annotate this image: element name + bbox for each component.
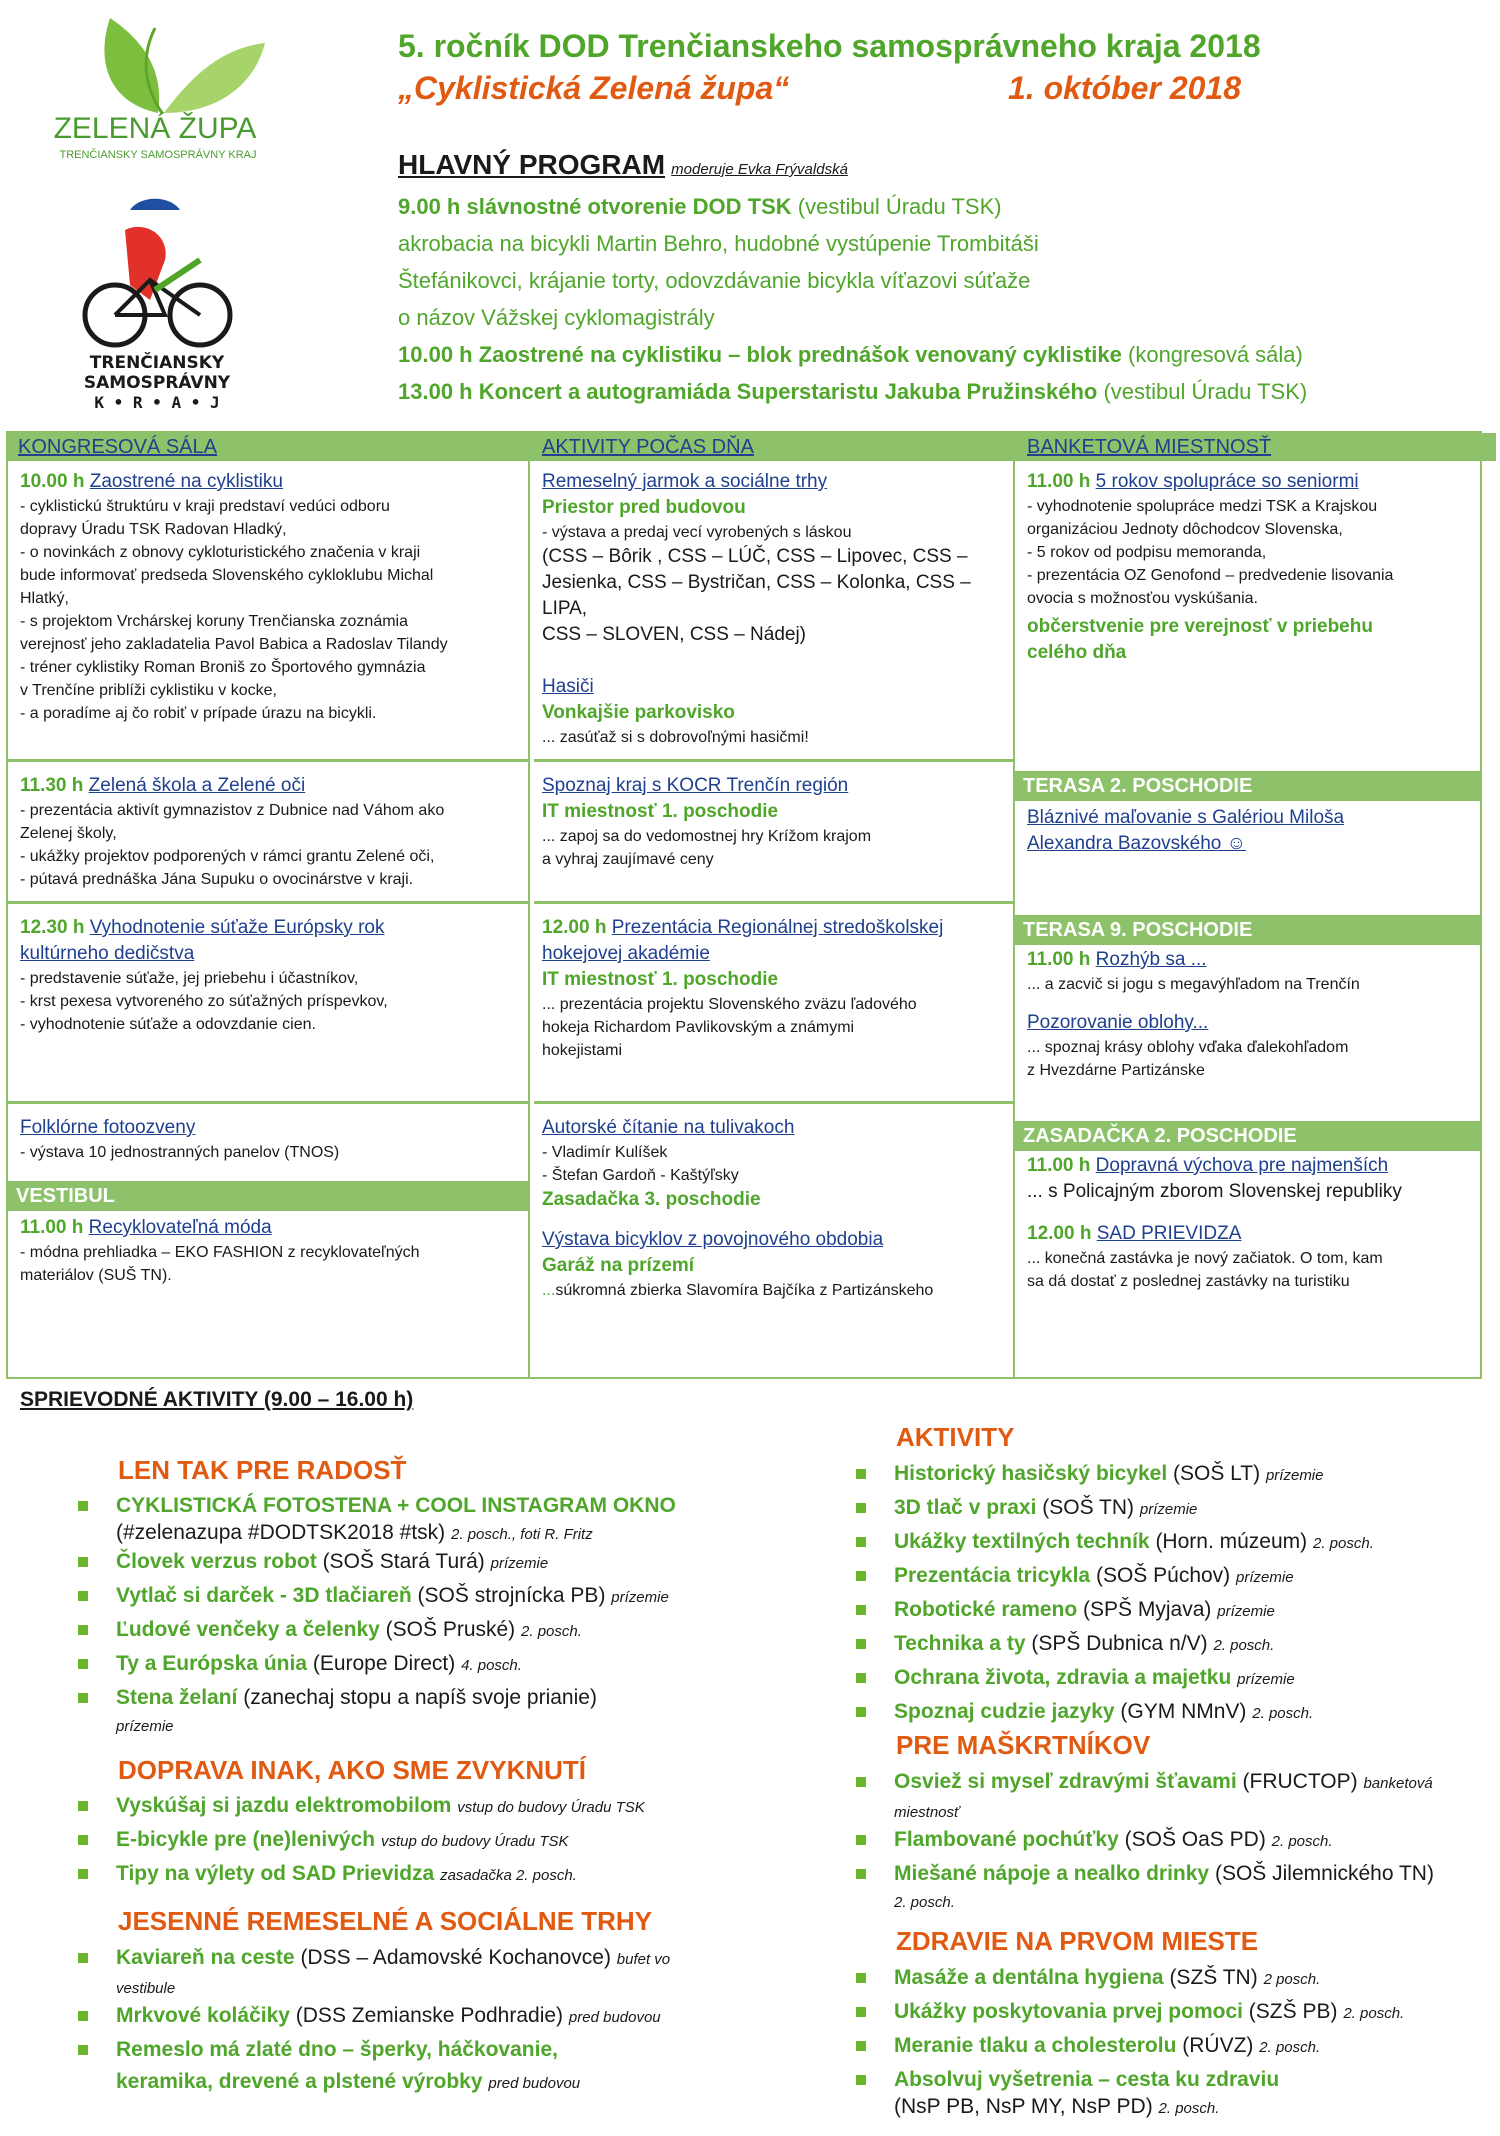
desc-line: - tréner cyklistiky Roman Broniš zo Športového gymnázia xyxy=(20,659,426,676)
time: 12.30 h xyxy=(20,917,90,938)
item-name: Masáže a dentálna hygiena xyxy=(894,1966,1164,1989)
time: 11.30 h xyxy=(20,775,89,796)
desc-line: bude informovať predseda Slovenského cykloklubu Michal xyxy=(20,567,434,584)
item-name: Absolvuj vyšetrenia – cesta ku zdraviu xyxy=(894,2068,1280,2091)
list-item xyxy=(856,2064,1496,2120)
item-org: (SOŠ Stará Turá) xyxy=(316,1550,485,1573)
list-item xyxy=(856,1962,1496,1996)
desc-line: ... konečná zastávka je nový začiatok. O tom, kam xyxy=(1027,1250,1383,1267)
item-location: prízemie xyxy=(1217,1603,1275,1620)
item-location: 2. posch. xyxy=(1271,1833,1333,1850)
activity-title: Prezentácia Regionálnej stredoškolskej xyxy=(611,917,944,938)
activity-location: Priestor pred budovou xyxy=(542,497,746,518)
divider xyxy=(534,1101,1013,1104)
item-location: 2. posch. xyxy=(521,1623,582,1640)
bullet-icon xyxy=(856,2075,866,2085)
item-name: Prezentácia tricykla xyxy=(894,1564,1091,1587)
bullet-icon xyxy=(78,2011,88,2021)
list-item xyxy=(78,1824,778,1858)
item-subline xyxy=(894,2096,1496,2120)
item-name: Miešané nápoje a nealko drinky xyxy=(894,1862,1210,1885)
list-item xyxy=(856,1696,1496,1730)
list-item xyxy=(78,2034,778,2100)
section-aktivity: AKTIVITY xyxy=(896,1422,1015,1452)
desc-line: ... prezentácia projektu Slovenského zväzu ľadového xyxy=(542,996,917,1013)
desc-line: - o novinkách z obnovy cykloturistického značenia v kraji xyxy=(20,544,421,561)
desc-line: z Hvezdárne Partizánske xyxy=(1027,1062,1205,1079)
item-name: CYKLISTICKÁ FOTOSTENA + COOL INSTAGRAM OKNO xyxy=(116,1494,676,1517)
cell-aktivity-3 xyxy=(542,915,1007,1062)
item-subline xyxy=(116,1976,778,2000)
desc-line: - výstava a predaj vecí vyrobených s láskou xyxy=(542,524,852,541)
bullet-icon xyxy=(856,1571,866,1581)
list-item xyxy=(856,1594,1496,1628)
tsk-logo-l1: TRENČIANSKY xyxy=(89,353,225,373)
time: 12.00 h xyxy=(1027,1223,1097,1244)
item-name: Osviež si myseľ zdravými šťavami xyxy=(894,1770,1237,1793)
desc-line: organizáciou Jednoty dôchodcov Slovenska, xyxy=(1027,521,1343,538)
item-location: banketová xyxy=(1363,1775,1433,1792)
item-org: (RÚVZ) xyxy=(1176,2034,1254,2057)
bullet-icon xyxy=(78,1801,88,1811)
cell-kongres-2 xyxy=(20,773,520,891)
desc-line: - prezentácia OZ Genofond – predvedenie lisovania xyxy=(1027,567,1394,584)
item-location: 4. posch. xyxy=(461,1657,522,1674)
divider xyxy=(534,759,1013,762)
list-doprava xyxy=(78,1790,778,1892)
schedule-grid xyxy=(6,431,1482,1379)
document-header xyxy=(398,28,1478,114)
item-name: Meranie tlaku a cholesterolu xyxy=(894,2034,1177,2057)
cell-aktivity-2 xyxy=(542,773,1007,871)
program-l5-rest: (kongresová sála) xyxy=(1121,342,1303,367)
item-continuation xyxy=(116,2066,778,2100)
list-zdravie xyxy=(856,1962,1496,2120)
item-org: (Horn. múzeum) xyxy=(1149,1530,1308,1553)
desc-line: - módna prehliadka – EKO FASHION z recyklovateľných xyxy=(20,1244,420,1261)
item-org: (Europe Direct) xyxy=(307,1652,456,1675)
item-name: Tipy na výlety od SAD Prievidza xyxy=(116,1862,435,1885)
item-name: Historický hasičský bicykel xyxy=(894,1462,1168,1485)
program-line-4: o názov Vážskej cyklomagistrály xyxy=(398,305,715,330)
zelena-zupa-logo xyxy=(40,8,290,173)
bullet-icon xyxy=(78,1693,88,1703)
list-item xyxy=(856,2030,1496,2064)
activity-location: IT miestnosť 1. poschodie xyxy=(542,969,779,990)
item-name: keramika, drevené a plstené výrobky xyxy=(116,2070,483,2093)
cell-kongres-1 xyxy=(20,469,520,725)
band-zasadacka-2: ZASADAČKA 2. POSCHODIE xyxy=(1015,1121,1482,1151)
desc-line: Hlatký, xyxy=(20,590,69,607)
activity-title: Pozorovanie oblohy... xyxy=(1027,1012,1209,1033)
zelena-logo-title: ZELENÁ ŽUPA xyxy=(53,112,257,145)
bullet-icon xyxy=(78,2045,88,2055)
item-name: Ľudové venčeky a čelenky xyxy=(116,1618,380,1641)
bullet-icon xyxy=(856,1537,866,1547)
program-line-1 xyxy=(398,188,1488,225)
desc-line: sa dá dostať z poslednej zastávky na turistiku xyxy=(1027,1273,1350,1290)
item-name: Ukážky poskytovania prvej pomoci xyxy=(894,2000,1243,2023)
item-org: (SOŠ strojnícka PB) xyxy=(411,1584,606,1607)
program-moderator: moderuje Evka Frývaldská xyxy=(671,161,848,178)
list-item xyxy=(856,1766,1496,1824)
desc-line: hokejistami xyxy=(542,1042,623,1059)
item-location: bufet vo xyxy=(616,1951,671,1968)
bullet-icon xyxy=(78,1659,88,1669)
event-title: 5. ročník DOD Trenčianskeho samosprávneho kraja 2018 xyxy=(398,28,1261,64)
item-org: (DSS – Adamovské Kochanovce) xyxy=(294,1946,611,1969)
divider xyxy=(8,759,528,762)
desc-line: a vyhraj zaujímavé ceny xyxy=(542,851,714,868)
item-location: 2 posch. xyxy=(1263,1971,1321,1988)
session-title: SAD PRIEVIDZA xyxy=(1096,1223,1242,1244)
time: 11.00 h xyxy=(1027,471,1096,492)
bullet-icon xyxy=(856,1673,866,1683)
item-name: Mrkvové koláčiky xyxy=(116,2004,290,2027)
session-title: Dopravná výchova pre najmenších xyxy=(1095,1155,1389,1176)
item-name: Človek verzus robot xyxy=(116,1550,317,1573)
section-doprava: DOPRAVA INAK, AKO SME ZVYKNUTÍ xyxy=(118,1755,587,1785)
cell-banket-3 xyxy=(1027,947,1477,1082)
session-title: Zaostrené na cyklistiku xyxy=(89,471,283,492)
session-title: Zelená škola a Zelené oči xyxy=(88,775,306,796)
desc-line: - a poradíme aj čo robiť v prípade úrazu na bicykli. xyxy=(20,705,377,722)
item-subline xyxy=(116,1522,778,1546)
bullet-icon xyxy=(856,1639,866,1649)
divider xyxy=(8,901,528,904)
desc-line: - s projektom Vrchárskej koruny Trenčianska zoznámia xyxy=(20,613,408,630)
bullet-icon xyxy=(78,1501,88,1511)
list-item xyxy=(856,1560,1496,1594)
item-org: (SOŠ Púchov) xyxy=(1090,1564,1231,1587)
item-location: 2. posch. xyxy=(1259,2039,1321,2056)
bullet-icon xyxy=(78,1869,88,1879)
bullet-icon xyxy=(78,1557,88,1567)
item-location: miestnosť xyxy=(894,1804,960,1821)
desc-line: Zelenej školy, xyxy=(20,825,117,842)
bullet-icon xyxy=(78,1835,88,1845)
bullet-icon xyxy=(856,2041,866,2051)
cell-aktivity-1 xyxy=(542,469,1007,749)
item-org: (SPŠ Myjava) xyxy=(1077,1598,1212,1621)
session-title: 5 rokov spolupráce so seniormi xyxy=(1095,471,1359,492)
item-subline xyxy=(116,1714,778,1738)
list-item xyxy=(78,1858,778,1892)
item-name: Vyskúšaj si jazdu elektromobilom xyxy=(116,1794,452,1817)
bullet-icon xyxy=(856,2007,866,2017)
cell-kongres-3 xyxy=(20,915,520,1036)
tsk-logo xyxy=(70,190,245,415)
bullet-icon xyxy=(856,1973,866,1983)
item-name: E-bicykle pre (ne)lenivých xyxy=(116,1828,376,1851)
item-org: (GYM NMnV) xyxy=(1114,1700,1247,1723)
band-vestibul: VESTIBUL xyxy=(8,1181,528,1211)
desc-line: - krst pexesa vytvoreného zo súťažných príspevkov, xyxy=(20,993,388,1010)
item-sub: (NsP PB, NsP MY, NsP PD) xyxy=(894,2095,1153,2118)
program-line-3: Štefánikovci, krájanie torty, odovzdávanie bicykla víťazovi súťaže xyxy=(398,268,1031,293)
bullet-icon xyxy=(856,1835,866,1845)
desc-line: v Trenčíne priblíži cyklistiku v kocke, xyxy=(20,682,277,699)
activity-location: Garáž na prízemí xyxy=(542,1255,695,1276)
item-location: pred budovou xyxy=(488,2075,581,2092)
item-name: Technika a ty xyxy=(894,1632,1026,1655)
bullet-icon xyxy=(856,1469,866,1479)
activity-title: Výstava bicyklov z povojnového obdobia xyxy=(542,1229,884,1250)
desc-line: - výstava 10 jednostranných panelov (TNOS) xyxy=(20,1144,340,1161)
item-org: (SZŠ TN) xyxy=(1163,1966,1258,1989)
activity-title: Hasiči xyxy=(542,676,594,697)
item-location: 2. posch. xyxy=(1343,2005,1405,2022)
tsk-logo-l3: K • R • A • J xyxy=(94,393,220,412)
list-item xyxy=(856,1824,1496,1858)
desc-line: - vyhodnotenie súťaže a odovzdanie cien. xyxy=(20,1016,316,1033)
item-location: vstup do budovy Úradu TSK xyxy=(457,1799,645,1816)
desc-line: materiálov (SUŠ TN). xyxy=(20,1267,172,1284)
list-item xyxy=(78,1648,778,1682)
item-name: Spoznaj cudzie jazyky xyxy=(894,1700,1115,1723)
list-item xyxy=(856,1996,1496,2030)
item-location: 2. posch., foti R. Fritz xyxy=(451,1526,593,1543)
col-head-kongresova: KONGRESOVÁ SÁLA xyxy=(8,433,538,461)
session-title: Recyklovateľná móda xyxy=(88,1217,272,1238)
activity-title: Spoznaj kraj s KOCR Trenčín región xyxy=(542,775,849,796)
desc-line: ... zasúťaž si s dobrovoľnými hasičmi! xyxy=(542,729,809,746)
tsk-logo-l2: SAMOSPRÁVNY xyxy=(83,373,231,393)
section-zdravie: ZDRAVIE NA PRVOM MIESTE xyxy=(896,1926,1259,1956)
list-item xyxy=(78,1490,778,1546)
activity-location: Zasadačka 3. poschodie xyxy=(542,1189,761,1210)
bullet-icon xyxy=(856,1707,866,1717)
item-location: 2. posch. xyxy=(1252,1705,1314,1722)
item-name: Ukážky textilných techník xyxy=(894,1530,1150,1553)
cell-banket-1 xyxy=(1027,469,1477,666)
desc-line: súkromná zbierka Slavomíra Bajčíka z Partizánskeho xyxy=(555,1282,934,1299)
item-name: Ochrana života, zdravia a majetku xyxy=(894,1666,1232,1689)
list-item xyxy=(856,1458,1496,1492)
desc-line: - vyhodnotenie spolupráce medzi TSK a Krajskou xyxy=(1027,498,1378,515)
desc-line: ... a zacvič si jogu s megavýhľadom na Trenčín xyxy=(1027,976,1360,993)
band-terasa-2: TERASA 2. POSCHODIE xyxy=(1015,771,1482,801)
list-item xyxy=(78,1580,778,1614)
col-head-banketova: BANKETOVÁ MIESTNOSŤ xyxy=(1013,433,1496,461)
bullet-icon xyxy=(856,1605,866,1615)
list-item xyxy=(78,1546,778,1580)
list-item xyxy=(78,1682,778,1738)
desc-line: ovocia s možnosťou vyskúšania. xyxy=(1027,590,1258,607)
program-line-6 xyxy=(398,373,1488,410)
program-title: HLAVNÝ PROGRAM xyxy=(398,149,666,180)
cell-banket-4 xyxy=(1027,1153,1477,1293)
bullet-icon xyxy=(856,1503,866,1513)
item-org: (SOŠ Jilemnického TN) xyxy=(1209,1862,1434,1885)
list-item xyxy=(856,1526,1496,1560)
list-item xyxy=(856,1858,1496,1914)
item-location: 2. posch. xyxy=(1158,2100,1220,2117)
bullet-icon xyxy=(78,1625,88,1635)
item-subline xyxy=(894,1800,1496,1824)
refreshment-note: celého dňa xyxy=(1027,642,1127,663)
desc-line: - Štefan Gardoň - Kaštýľsky xyxy=(542,1167,739,1184)
item-org: (zanechaj stopu a napíš svoje prianie) xyxy=(237,1686,597,1709)
time: 10.00 h xyxy=(20,471,90,492)
event-subtitle: „Cyklistická Zelená župa“ xyxy=(398,70,790,106)
list-item xyxy=(78,1942,778,2000)
item-name: 3D tlač v praxi xyxy=(894,1496,1037,1519)
item-name: Flambované pochúťky xyxy=(894,1828,1119,1851)
program-line-5 xyxy=(398,336,1488,373)
item-name: Robotické rameno xyxy=(894,1598,1078,1621)
item-org: (FRUCTOP) xyxy=(1236,1770,1358,1793)
item-org: (SOŠ TN) xyxy=(1036,1496,1135,1519)
desc-line: hokeja Richardom Pavlikovským a známymi xyxy=(542,1019,855,1036)
desc-line: - cyklistickú štruktúru v kraji predstaví vedúci odboru xyxy=(20,498,390,515)
item-name: Remeslo má zlaté dno – šperky, háčkovanie, xyxy=(116,2038,558,2061)
desc-line: ... spoznaj krásy oblohy vďaka ďalekohľadom xyxy=(1027,1039,1349,1056)
time: 12.00 h xyxy=(542,917,612,938)
item-location: prízemie xyxy=(116,1718,174,1735)
program-l5-bold: 10.00 h Zaostrené na cyklistiku – blok prednášok venovaný cyklistike xyxy=(398,342,1122,367)
activity-title: hokejovej akadémie xyxy=(542,943,710,964)
item-location: prízemie xyxy=(1236,1569,1294,1586)
item-location: vestibule xyxy=(116,1980,176,1997)
bullet-icon xyxy=(78,1953,88,1963)
bullet-icon xyxy=(78,1591,88,1601)
item-org: (SZŠ PB) xyxy=(1242,2000,1338,2023)
item-sub: (#zelenazupa #DODTSK2018 #tsk) xyxy=(116,1521,446,1544)
section-trhy: JESENNÉ REMESELNÉ A SOCIÁLNE TRHY xyxy=(118,1906,653,1936)
bullet-icon xyxy=(856,1777,866,1787)
divider xyxy=(534,901,1013,904)
band-terasa-9: TERASA 9. POSCHODIE xyxy=(1015,915,1482,945)
list-item xyxy=(78,1790,778,1824)
list-trhy xyxy=(78,1942,778,2100)
session-title: kultúrneho dedičstva xyxy=(20,943,195,964)
section-maskrtnici: PRE MAŠKRTNÍKOV xyxy=(896,1730,1151,1760)
program-line-2: akrobacia na bicykli Martin Behro, hudobné vystúpenie Trombitáši xyxy=(398,231,1039,256)
desc-line: ... s Policajným zborom Slovenskej republiky xyxy=(1027,1181,1402,1202)
activity-title: Bláznivé maľovanie s Galériou Miloša xyxy=(1027,807,1345,828)
item-name: Stena želaní xyxy=(116,1686,238,1709)
item-org: (SPŠ Dubnica n/V) xyxy=(1025,1632,1208,1655)
activity-location: IT miestnosť 1. poschodie xyxy=(542,801,779,822)
main-program xyxy=(398,146,1488,410)
item-location: zasadačka 2. posch. xyxy=(440,1867,577,1884)
time: 11.00 h xyxy=(20,1217,89,1238)
desc-line: - 5 rokov od podpisu memoranda, xyxy=(1027,544,1267,561)
section-len-tak: LEN TAK PRE RADOSŤ xyxy=(118,1455,407,1485)
item-location: vstup do budovy Úradu TSK xyxy=(380,1833,569,1850)
desc-line: CSS – SLOVEN, CSS – Nádej) xyxy=(542,624,806,645)
divider xyxy=(528,461,530,1377)
refreshment-note: občerstvenie pre verejnosť v priebehu xyxy=(1027,616,1373,637)
desc-line: (CSS – Bôrik , CSS – LÚČ, CSS – Lipovec, CSS – xyxy=(542,546,968,567)
time: 11.00 h xyxy=(1027,1155,1096,1176)
list-maskrtnici xyxy=(856,1766,1496,1914)
bullet-icon xyxy=(856,1869,866,1879)
cell-kongres-4 xyxy=(20,1115,520,1164)
item-location: prízemie xyxy=(490,1555,549,1572)
list-item xyxy=(78,1614,778,1648)
list-len-tak xyxy=(78,1490,778,1738)
item-name: Ty a Európska únia xyxy=(116,1652,307,1675)
list-aktivity xyxy=(856,1458,1496,1730)
desc-line: verejnosť jeho zakladatelia Pavol Babica a Radoslav Tilandy xyxy=(20,636,448,653)
item-org: (SOŠ Pruské) xyxy=(379,1618,516,1641)
desc-line: dopravy Úradu TSK Radovan Hladký, xyxy=(20,521,287,538)
desc-line: - Vladimír Kulíšek xyxy=(542,1144,668,1161)
program-l6-bold: 13.00 h Koncert a autogramiáda Superstaristu Jakuba Pružinského xyxy=(398,379,1098,404)
zelena-logo-sub: TRENČIANSKY SAMOSPRÁVNY KRAJ xyxy=(59,149,257,161)
item-location: prízemie xyxy=(1265,1467,1324,1484)
list-item xyxy=(856,1628,1496,1662)
item-location: 2. posch. xyxy=(1312,1535,1374,1552)
program-l6-rest: (vestibul Úradu TSK) xyxy=(1097,379,1308,404)
activity-title: Autorské čítanie na tulivakoch xyxy=(542,1117,795,1138)
activity-location: Vonkajšie parkovisko xyxy=(542,702,735,723)
divider xyxy=(8,1101,528,1104)
item-location: prízemie xyxy=(1139,1501,1198,1518)
item-location: pred budovou xyxy=(568,2009,661,2026)
desc-line: - ukážky projektov podporených v rámci grantu Zelené oči, xyxy=(20,848,435,865)
program-l1-rest: (vestibul Úradu TSK) xyxy=(791,194,1002,219)
cell-kongres-5 xyxy=(20,1215,520,1287)
item-location: 2. posch. xyxy=(1213,1637,1275,1654)
session-title: Rozhýb sa ... xyxy=(1095,949,1207,970)
program-l1-bold: 9.00 h slávnostné otvorenie DOD TSK xyxy=(398,194,792,219)
item-location: prízemie xyxy=(1237,1671,1295,1688)
desc-line: ... zapoj sa do vedomostnej hry Krížom krajom xyxy=(542,828,872,845)
session-title: Vyhodnotenie súťaže Európsky rok xyxy=(89,917,385,938)
time: 11.00 h xyxy=(1027,949,1096,970)
item-location: 2. posch. xyxy=(894,1894,955,1911)
event-date: 1. október 2018 xyxy=(1008,70,1241,106)
cell-banket-2 xyxy=(1027,805,1477,857)
item-org: (SOŠ LT) xyxy=(1167,1462,1261,1485)
item-org: (SOŠ OaS PD) xyxy=(1118,1828,1266,1851)
desc-line: - predstavenie súťaže, jej priebehu i účastníkov, xyxy=(20,970,359,987)
desc-dots: ... xyxy=(542,1282,556,1299)
accompanying-heading: SPRIEVODNÉ AKTIVITY (9.00 – 16.00 h) xyxy=(20,1388,414,1411)
item-name: Vytlač si darček - 3D tlačiareň xyxy=(116,1584,412,1607)
event-subtitle-row xyxy=(398,70,1478,114)
list-item xyxy=(856,1492,1496,1526)
activity-title: Alexandra Bazovského ☺ xyxy=(1027,833,1247,854)
activity-title: Remeselný jarmok a sociálne trhy xyxy=(542,471,828,492)
col-head-aktivity: AKTIVITY POČAS DŇA xyxy=(528,433,1027,461)
cell-aktivity-4 xyxy=(542,1115,1007,1302)
list-item xyxy=(856,1662,1496,1696)
desc-line: - pútavá prednáška Jána Supuku o ovocinárstve v kraji. xyxy=(20,871,414,888)
item-org: (DSS Zemianske Podhradie) xyxy=(289,2004,564,2027)
list-item xyxy=(78,2000,778,2034)
item-location: prízemie xyxy=(611,1589,669,1606)
item-subline xyxy=(894,1890,1496,1914)
activity-title: Folklórne fotoozveny xyxy=(20,1117,196,1138)
program-title-row xyxy=(398,146,1488,188)
desc-line: Jesienka, CSS – Bystričan, CSS – Kolonka, CSS – LIPA, xyxy=(542,572,971,619)
desc-line: - prezentácia aktivít gymnazistov z Dubnice nad Váhom ako xyxy=(20,802,445,819)
item-name: Kaviareň na ceste xyxy=(116,1946,295,1969)
